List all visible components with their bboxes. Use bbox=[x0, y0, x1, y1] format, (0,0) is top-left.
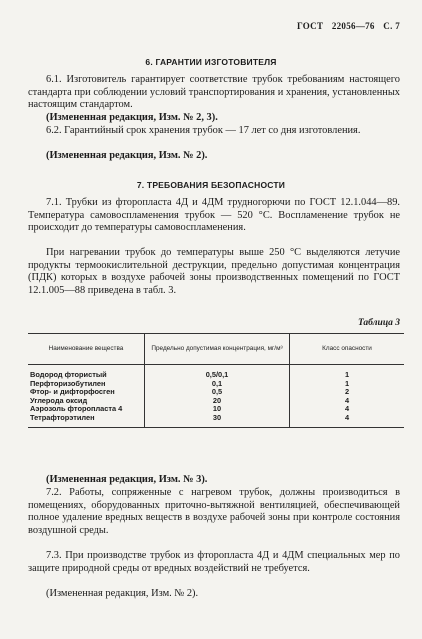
header-number: 22056—76 bbox=[331, 21, 375, 31]
col-header-hazard-class: Класс опасности bbox=[290, 334, 405, 365]
table-header-row bbox=[28, 334, 404, 365]
paragraph-7-3: 7.3. При производстве трубок из фторопласта 4Д и 4ДМ специальных мер по защите природной среды от вредных воздействий не требуется. bbox=[28, 550, 400, 574]
cell-substance: Водород фтористый bbox=[30, 370, 107, 379]
table-row bbox=[28, 414, 404, 427]
cell-substance: Перфторизобутилен bbox=[30, 378, 106, 388]
col-header-concentration: Предельно допустимая концентрация, мг/м³ bbox=[145, 334, 290, 365]
table-caption: Таблица 3 bbox=[357, 318, 400, 328]
paragraph-6-2: 6.2. Гарантийный срок хранения трубок — 17 лет со дня изготовления. bbox=[46, 125, 361, 136]
cell-hazard-class: 1 bbox=[290, 380, 405, 389]
pdk-table bbox=[28, 333, 404, 428]
cell-concentration: 0,1 bbox=[145, 380, 290, 389]
cell-concentration: 0,5/0,1 bbox=[145, 365, 290, 380]
cell-concentration: 20 bbox=[145, 397, 290, 406]
section-7-title: 7. ТРЕБОВАНИЯ БЕЗОПАСНОСТИ bbox=[136, 180, 286, 190]
cell-hazard-class: 4 bbox=[290, 414, 405, 427]
cell-concentration: 0,5 bbox=[145, 388, 290, 397]
cell-concentration: 30 bbox=[145, 414, 290, 427]
section-6-title: 6. ГАРАНТИИ ИЗГОТОВИТЕЛЯ bbox=[145, 57, 277, 67]
change-note-table: (Измененная редакция, Изм. № 3). bbox=[46, 474, 208, 485]
paragraph-6-1: 6.1. Изготовитель гарантирует соответствие трубок требованиям настоящего стандарта при соблюдении условий транспортирования и хранения, установленных настоящим стандартом. bbox=[28, 74, 400, 111]
cell-substance: Тетрафторэтилен bbox=[28, 414, 145, 427]
page-header bbox=[291, 21, 400, 31]
change-note-6-1: (Измененная редакция, Изм. № 2, 3). bbox=[46, 112, 218, 123]
cell-substance: Углерода оксид bbox=[30, 395, 88, 405]
cell-substance: Фтор- и дифторфосген bbox=[30, 387, 115, 397]
paragraph-7-2: 7.2. Работы, сопряженные с нагревом трубок, должны производиться в помещениях, оборудованных приточно-вытяжной вентиляцией, обеспечивающей полное удаление вредных веществ в воздухе рабочей зоны при контроле состояния воздушной среды. bbox=[28, 487, 400, 536]
cell-hazard-class: 4 bbox=[290, 405, 405, 414]
change-note-7-3: (Измененная редакция, Изм. № 2). bbox=[46, 588, 199, 599]
cell-hazard-class: 2 bbox=[290, 388, 405, 397]
cell-hazard-class: 4 bbox=[290, 397, 405, 406]
cell-substance: Аэрозоль фторопласта 4 bbox=[30, 404, 123, 414]
header-standard: ГОСТ bbox=[296, 21, 324, 31]
paragraph-7-1-heating: При нагревании трубок до температуры выше 250 °С выделяются летучие продукты термоокислительной деструкции, предельно допустимая концентрация (ПДК) которых в воздухе рабочей зоны производственных помещений по ГОСТ 12.1.005—88 приведена в табл. 3. bbox=[28, 247, 400, 296]
paragraph-7-1: 7.1. Трубки из фторопласта 4Д и 4ДМ трудногорючи по ГОСТ 12.1.044—89. Температура самовоспламенения трубок — 520 °С. Воспламенение трубок не происходит до температуры самовоспламенения. bbox=[28, 197, 400, 234]
cell-hazard-class: 1 bbox=[290, 365, 405, 380]
col-header-substance: Наименование вещества bbox=[28, 334, 145, 365]
cell-concentration: 10 bbox=[145, 405, 290, 414]
header-page: С. 7 bbox=[383, 21, 400, 31]
table-row bbox=[28, 365, 404, 380]
change-note-6-2: (Измененная редакция, Изм. № 2). bbox=[46, 150, 208, 161]
